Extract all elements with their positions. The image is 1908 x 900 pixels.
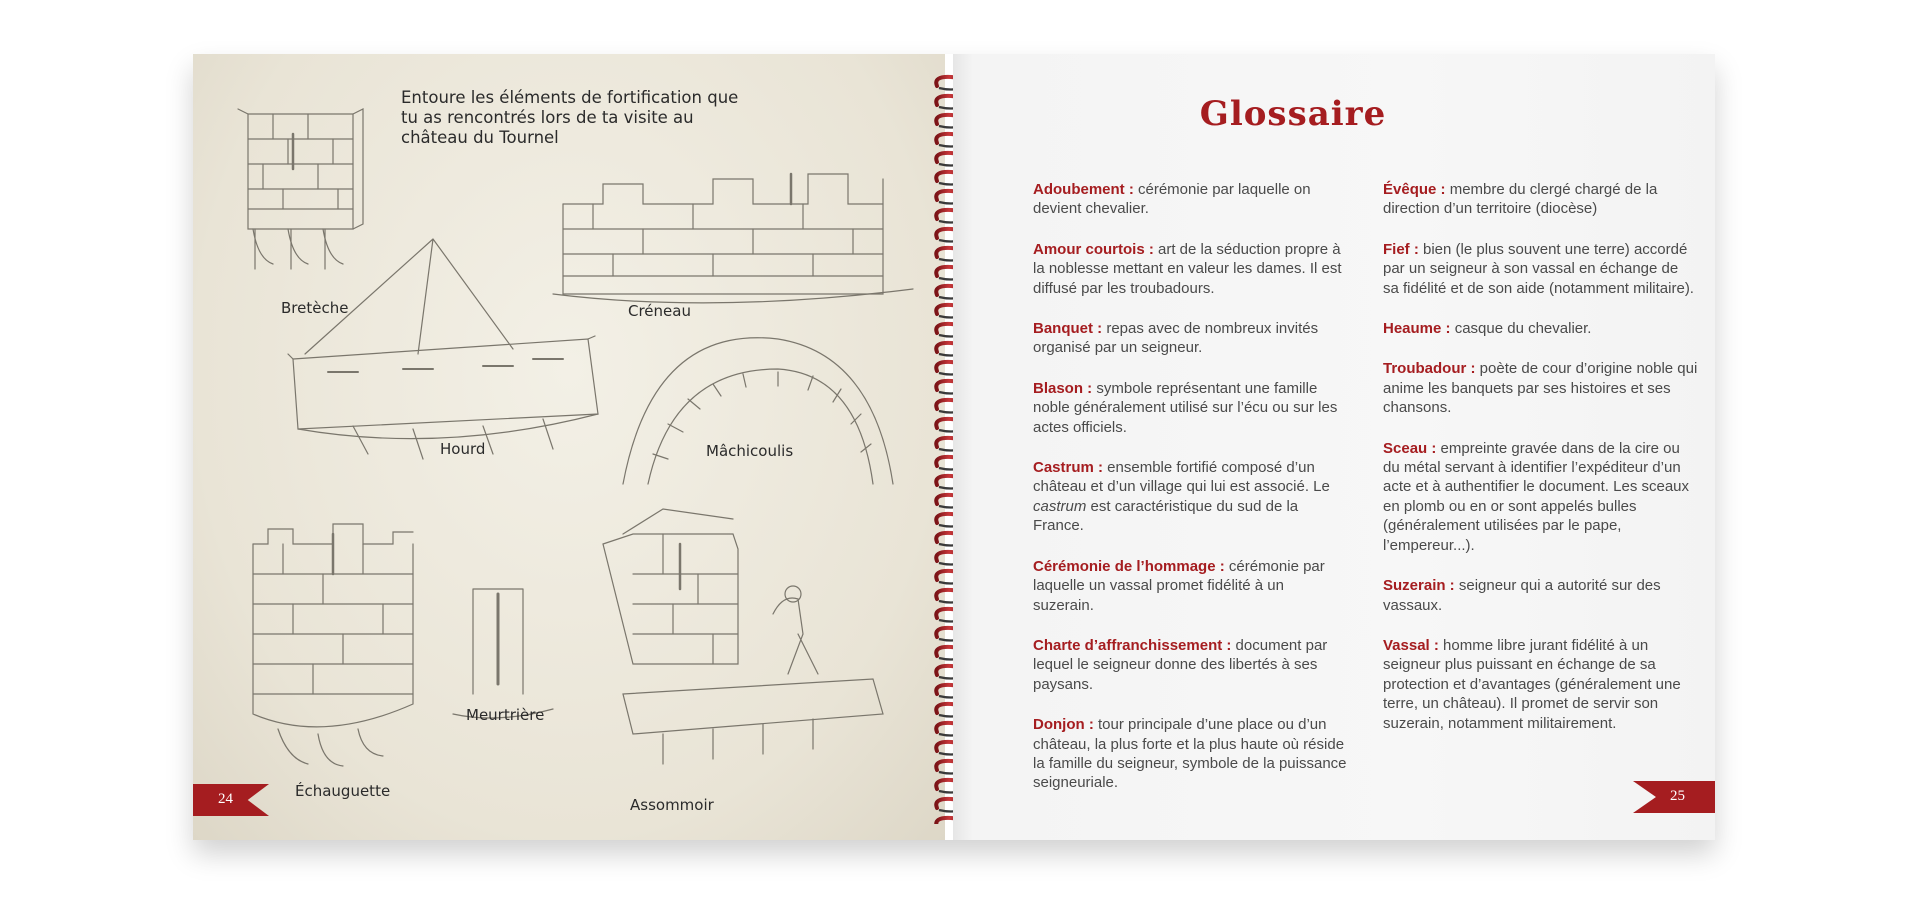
label-assommoir: Assommoir — [630, 796, 714, 814]
glossary-entry — [1383, 636, 1698, 733]
label-meurtriere: Meurtrière — [466, 706, 545, 724]
glossary-column-right — [1383, 180, 1698, 754]
glossary-term: Fief : — [1383, 240, 1419, 258]
hourd-sketch — [288, 239, 598, 459]
fortification-sketches — [193, 54, 945, 840]
creneau-sketch — [553, 174, 913, 303]
glossary-definition: document par lequel le seigneur donne des libertés à ses paysans. — [1033, 636, 1328, 693]
glossary-definition: poète de cour d’origine noble qui anime les banquets par ses histoires et ses chansons. — [1383, 360, 1698, 417]
glossary-definition: est caractéristique du sud de la France. — [1033, 497, 1299, 535]
glossary-entry — [1383, 576, 1698, 615]
breteche-sketch — [238, 109, 363, 269]
glossary-term: Banquet : — [1033, 320, 1103, 338]
label-machicoulis: Mâchicoulis — [706, 442, 794, 460]
label-creneau: Créneau — [628, 302, 691, 320]
glossary-definition: cérémonie par laquelle on devient chevalier. — [1033, 181, 1311, 218]
glossary-entry — [1033, 557, 1348, 615]
meurtriere-sketch — [453, 589, 553, 718]
glossary-definition: art de la séduction propre à la noblesse mettant en valeur les dames. Il est diffusé par les troubadours. — [1033, 240, 1342, 297]
glossary-term: Donjon : — [1033, 716, 1094, 734]
glossary-term: Heaume : — [1383, 320, 1451, 338]
label-echauguette: Échauguette — [295, 782, 391, 800]
glossary-entry — [1033, 379, 1348, 437]
glossary-entry — [1033, 240, 1348, 298]
open-booklet — [193, 54, 1715, 840]
glossary-column-left — [1033, 180, 1348, 814]
glossary-term: Castrum : — [1033, 459, 1104, 477]
glossary-term: Sceau : — [1383, 439, 1437, 457]
glossary-entry — [1383, 359, 1698, 417]
glossary-entry — [1033, 715, 1348, 793]
glossary-term: Troubadour : — [1383, 360, 1476, 378]
glossary-term: Charte d’affranchissement : — [1033, 636, 1232, 654]
glossary-term: Vassal : — [1383, 636, 1439, 654]
glossary-definition: casque du chevalier. — [1450, 320, 1592, 338]
glossary-entry — [1033, 636, 1348, 694]
activity-instruction: Entoure les éléments de fortification que tu as rencontrés lors de ta visite au château du Tournel — [401, 88, 739, 147]
glossary-term: Blason : — [1033, 379, 1093, 397]
glossary-definition: bien (le plus souvent une terre) accordé par un seigneur à son vassal en échange de sa fidélité et de son aide (notamment militaire). — [1383, 240, 1694, 297]
glossary-term: Évêque : — [1383, 181, 1446, 198]
glossary-entry — [1033, 180, 1348, 219]
glossary-term: Amour courtois : — [1033, 240, 1154, 258]
glossary-term: Adoubement : — [1033, 181, 1134, 198]
machicoulis-sketch — [623, 338, 893, 484]
left-page — [193, 54, 945, 840]
page-number-right: 25 — [1670, 788, 1685, 804]
label-breteche: Bretèche — [281, 299, 349, 317]
glossary-entry — [1383, 319, 1698, 338]
glossary-definition: seigneur qui a autorité sur des vassaux. — [1383, 577, 1661, 614]
glossary-definition: symbole représentant une famille noble généralement utilisé sur l’écu ou sur les actes officiels. — [1033, 379, 1338, 436]
glossary-entry — [1033, 319, 1348, 358]
glossary-definition: Le — [1309, 478, 1330, 496]
glossary-title: Glossaire — [1199, 94, 1387, 134]
glossary-term: Suzerain : — [1383, 577, 1455, 595]
page-number-left: 24 — [218, 791, 233, 807]
echauguette-sketch — [253, 524, 413, 766]
glossary-entry — [1383, 180, 1698, 219]
glossary-definition: ensemble fortifié composé d’un château et d’un village qui lui est associé. — [1033, 459, 1315, 496]
right-page — [953, 54, 1715, 840]
assommoir-sketch — [603, 509, 883, 764]
label-hourd: Hourd — [440, 440, 486, 458]
glossary-term: Cérémonie de l’hommage : — [1033, 557, 1225, 575]
glossary-entry — [1033, 458, 1348, 536]
glossary-definition: tour principale d’une place ou d’un château, la plus forte et la plus haute où réside la famille du seigneur, symbole de la puissance seigneuriale. — [1033, 716, 1347, 792]
glossary-definition: cérémonie par laquelle un vassal promet fidélité à un suzerain. — [1033, 557, 1325, 614]
glossary-definition: repas avec de nombreux invités organisé par un seigneur. — [1033, 320, 1319, 357]
glossary-definition: membre du clergé chargé de la direction d’un territoire (diocèse) — [1383, 181, 1658, 218]
glossary-definition: empreinte gravée dans de la cire ou du métal servant à identifier l’expéditeur d’un acte et à authentifier le document. Les sceaux en plomb ou en or sont appelés bulles (généralement utilisées par le pape, l’empereur...). — [1383, 439, 1690, 554]
glossary-entry — [1383, 240, 1698, 298]
glossary-entry — [1383, 439, 1698, 555]
glossary-definition-emphasis: castrum — [1033, 497, 1087, 515]
glossary-definition: homme libre jurant fidélité à un seigneur plus puissant en échange de sa protection et d’avantages (généralement une terre, un château). Il promet de servir son suzerain, notamment militairement. — [1383, 636, 1681, 732]
